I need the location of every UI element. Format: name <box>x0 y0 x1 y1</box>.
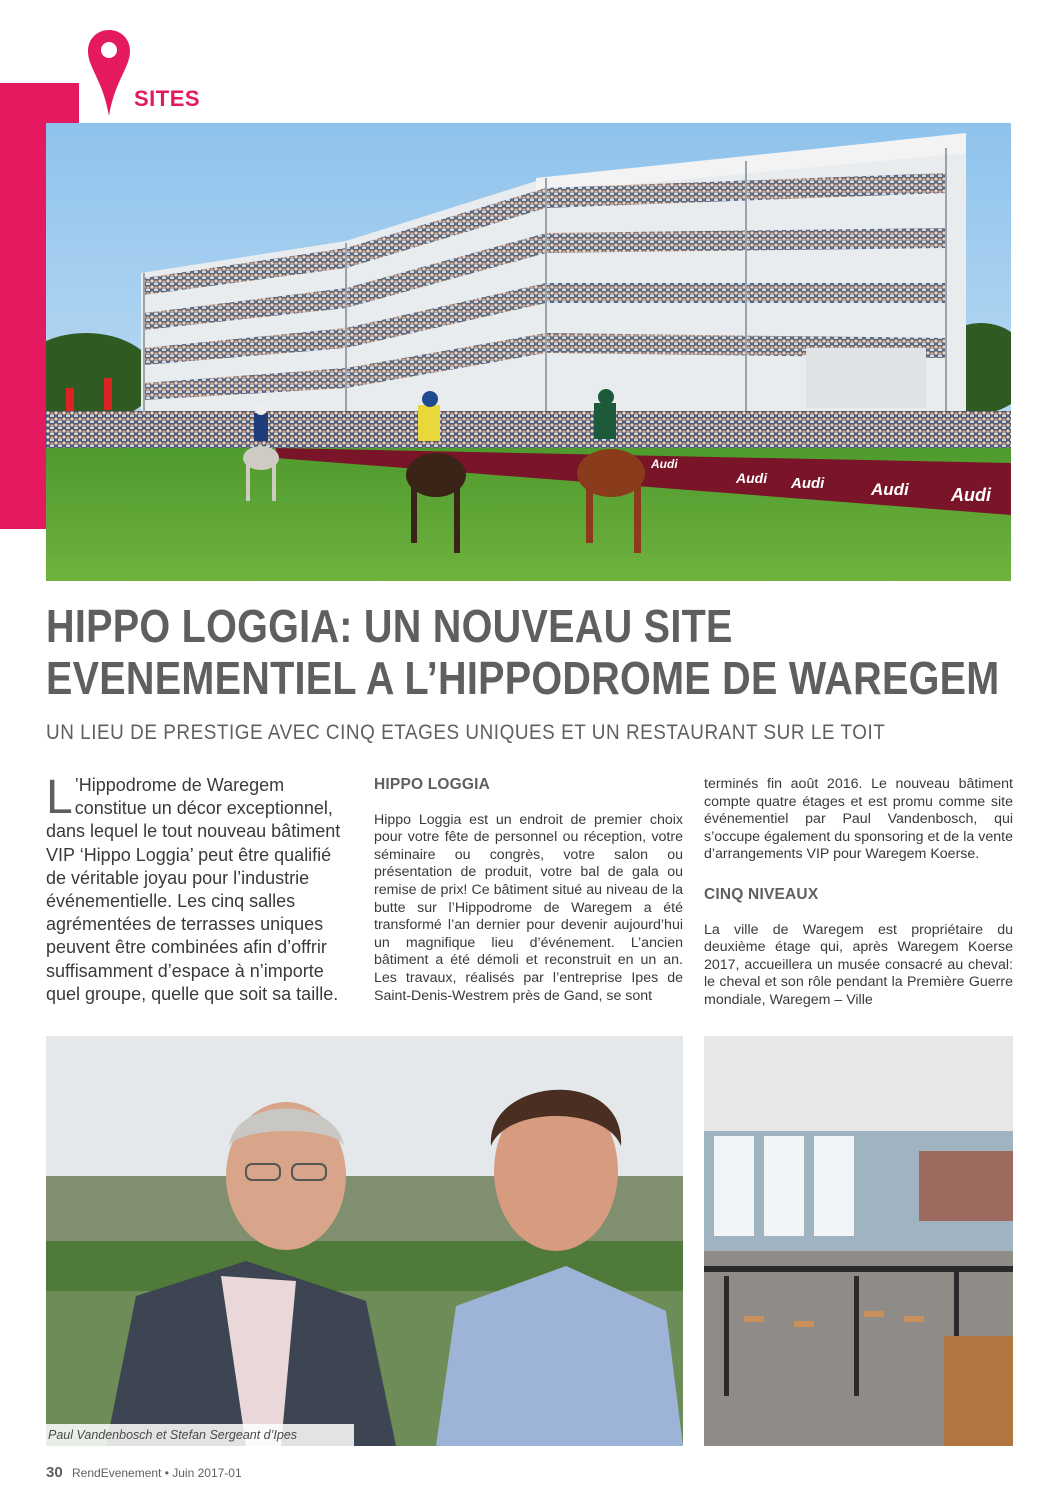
intro-text: ’Hippodrome de Waregem constitue un décor exceptionnel, dans lequel le tout nouveau bâtiment VIP ‘Hippo Loggia’ peut être qualifié de véritable joyau pour l’industrie événementielle. Les cinq salles agrémentées de terrasses uniques peuvent être combinées afin d’offrir suffisamment d’espace à n’importe quel groupe, quelle que soit sa taille. <box>46 775 341 1004</box>
section-heading-hippo-loggia: HIPPO LOGGIA <box>374 776 491 793</box>
accent-band <box>0 83 46 529</box>
sponsor-board: Audi <box>736 470 768 486</box>
sponsor-board: Audi <box>791 475 825 492</box>
body-column-2 <box>374 776 683 1005</box>
restaurant-photo <box>704 1036 1013 1446</box>
article-headline <box>46 600 1000 704</box>
section-1-continued: terminés fin août 2016. Le nouveau bâtiment compte quatre étages et est promu comme site événementiel par Paul Vandenbosch, qui s’occupe également du sponsoring et de la vente d’arrangements VIP pour Waregem Koerse. <box>704 776 1013 863</box>
intro-column <box>46 771 349 1006</box>
body-column-3 <box>704 776 1013 1010</box>
hero-photo <box>46 123 1011 581</box>
sponsor-board: Audi <box>871 480 909 499</box>
people-photo <box>46 1036 683 1446</box>
photo-caption: Paul Vandenbosch et Stefan Sergeant d’Ipes <box>46 1424 354 1446</box>
sponsor-board: Audi <box>651 457 678 471</box>
section-label: SITES <box>134 86 201 111</box>
folio: RendEvenement • Juin 2017-01 <box>72 1466 242 1480</box>
sponsor-board: Audi <box>951 485 991 505</box>
headline-line-2: EVENEMENTIEL A L’HIPPODROME DE WAREGEM <box>46 652 1000 704</box>
page-number: 30 <box>46 1464 63 1481</box>
article-subhead: UN LIEU DE PRESTIGE AVEC CINQ ETAGES UNIQUES ET UN RESTAURANT SUR LE TOIT <box>46 721 886 744</box>
drop-cap: L <box>46 771 73 824</box>
section-heading-cinq-niveaux: CINQ NIVEAUX <box>704 885 819 903</box>
headline-line-1: HIPPO LOGGIA: UN NOUVEAU SITE <box>46 600 733 652</box>
location-pin-icon <box>88 30 130 116</box>
accent-tab <box>46 83 79 123</box>
section-2-text: La ville de Waregem est propriétaire du deuxième étage qui, après Waregem Koerse 2017, accueillera un musée consacré au cheval: le cheval et son rôle pendant la Première Guerre mondiale, Waregem – Ville <box>704 921 1013 1008</box>
section-1-text: Hippo Loggia est un endroit de premier choix pour votre fête de personnel ou réception, votre séminaire ou congrès, votre salon ou présentation de produit, votre bal de gala ou remise de prix! Ce bâtiment situé au niveau de la butte sur l’Hippodrome de Waregem a été transformé l’an dernier pour devenir aujourd’hui un magnifique lieu d’événement. L’ancien bâtiment a été démoli et reconstruit en un an. Les travaux, réalisés par l’entreprise Ipes de Saint-Denis-Westrem près de Gand, se sont <box>374 811 683 1004</box>
